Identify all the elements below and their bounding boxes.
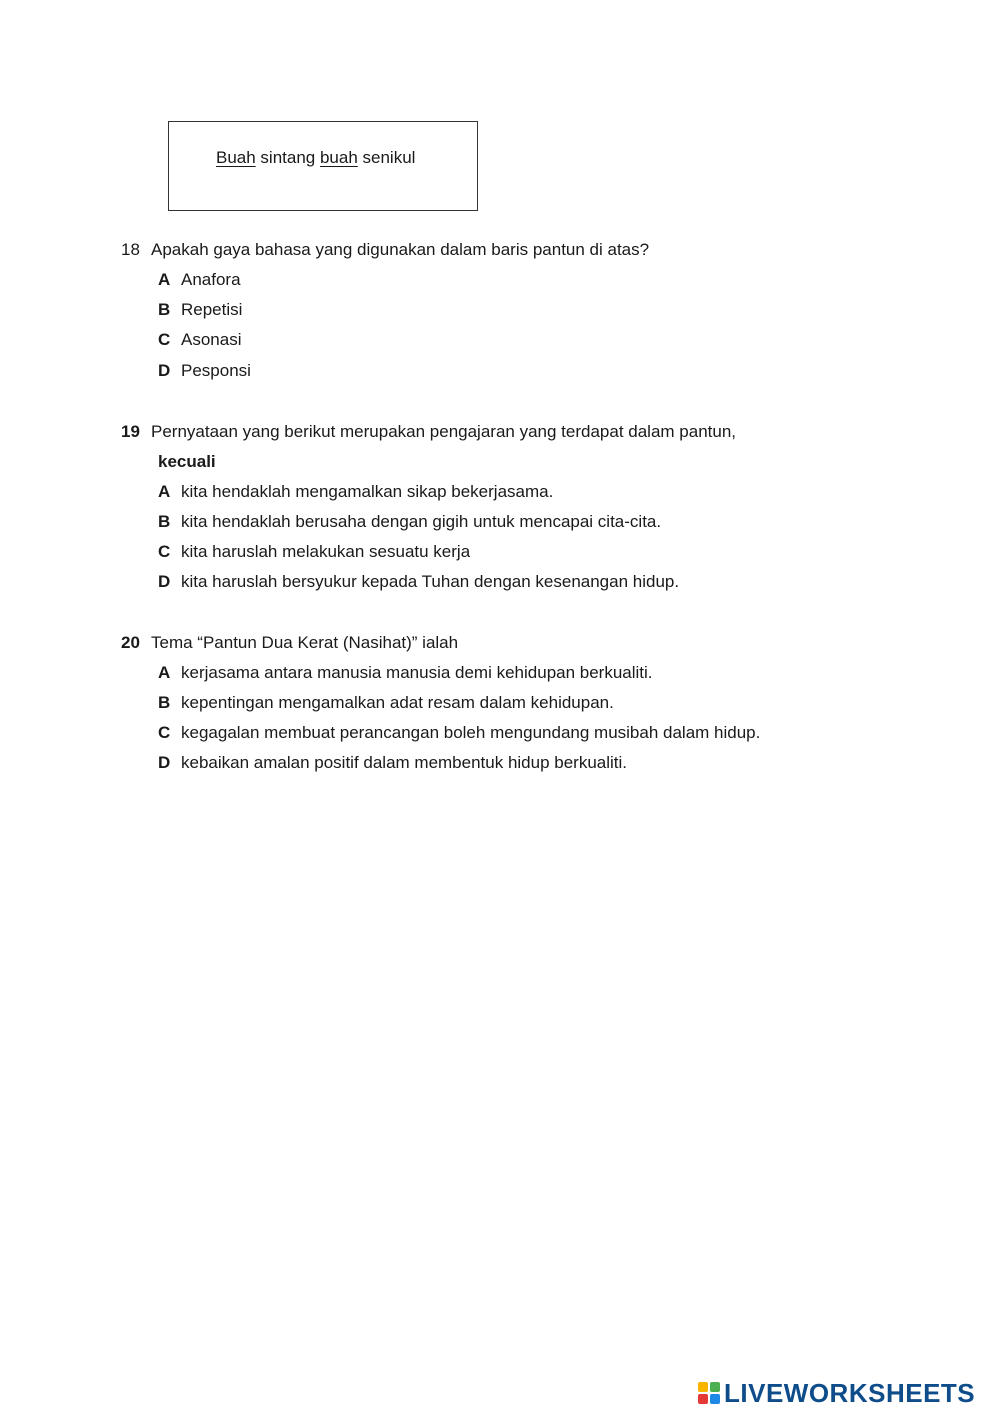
- option-text: Anafora: [181, 270, 241, 289]
- pantun-line: [216, 148, 415, 168]
- logo-text: LIVEWORKSHEETS: [724, 1377, 976, 1408]
- option-letter: C: [158, 723, 171, 742]
- pantun-box: [168, 121, 478, 211]
- question-number: 20: [121, 633, 140, 652]
- underlined-word: buah: [319, 148, 358, 167]
- question-text: Pernyataan yang berikut merupakan pengajaran yang terdapat dalam pantun,: [151, 422, 737, 441]
- option-letter: A: [158, 482, 171, 501]
- option-18-d[interactable]: [158, 361, 251, 381]
- option-20-d[interactable]: [158, 753, 627, 773]
- question-20: [121, 633, 458, 653]
- option-letter: A: [158, 663, 171, 682]
- option-18-b[interactable]: [158, 300, 242, 320]
- liveworksheets-logo[interactable]: [698, 1378, 975, 1408]
- pantun-word: senikul: [357, 148, 416, 167]
- logo-square: [710, 1382, 720, 1392]
- question-qualifier: kecuali: [158, 452, 216, 471]
- pantun-word: sintang: [255, 148, 320, 167]
- option-letter: D: [158, 361, 171, 380]
- liveworksheets-logo-icon: [698, 1382, 720, 1404]
- option-18-c[interactable]: [158, 330, 241, 350]
- logo-square: [710, 1394, 720, 1404]
- option-20-b[interactable]: [158, 693, 614, 713]
- question-text: Tema “Pantun Dua Kerat (Nasihat)” ialah: [151, 633, 459, 652]
- option-letter: D: [158, 572, 171, 591]
- option-text: kebaikan amalan positif dalam membentuk hidup berkualiti.: [181, 753, 628, 772]
- question-number: 19: [121, 422, 140, 441]
- option-19-d[interactable]: [158, 572, 679, 592]
- option-letter: C: [158, 542, 171, 561]
- question-19: [121, 422, 736, 442]
- option-text: kegagalan membuat perancangan boleh mengundang musibah dalam hidup.: [181, 723, 761, 742]
- option-19-c[interactable]: [158, 542, 470, 562]
- question-text: Apakah gaya bahasa yang digunakan dalam baris pantun di atas?: [151, 240, 650, 259]
- logo-square: [698, 1394, 708, 1404]
- option-text: kita hendaklah mengamalkan sikap bekerjasama.: [181, 482, 554, 501]
- question-number: 18: [121, 240, 140, 259]
- option-text: Asonasi: [181, 330, 242, 349]
- option-letter: A: [158, 270, 171, 289]
- option-19-a[interactable]: [158, 482, 553, 502]
- option-text: kepentingan mengamalkan adat resam dalam kehidupan.: [181, 693, 614, 712]
- option-letter: D: [158, 753, 171, 772]
- option-text: kita hendaklah berusaha dengan gigih untuk mencapai cita-cita.: [181, 512, 662, 531]
- option-letter: B: [158, 300, 171, 319]
- option-20-c[interactable]: [158, 723, 760, 743]
- option-text: kerjasama antara manusia manusia demi kehidupan berkualiti.: [181, 663, 653, 682]
- option-text: kita haruslah melakukan sesuatu kerja: [181, 542, 471, 561]
- option-text: Repetisi: [181, 300, 243, 319]
- option-text: kita haruslah bersyukur kepada Tuhan dengan kesenangan hidup.: [181, 572, 680, 591]
- question-18: [121, 240, 649, 260]
- option-20-a[interactable]: [158, 663, 653, 683]
- option-letter: C: [158, 330, 171, 349]
- logo-square: [698, 1382, 708, 1392]
- underlined-word: Buah: [216, 148, 256, 167]
- option-18-a[interactable]: [158, 270, 241, 290]
- option-text: Pesponsi: [181, 361, 251, 380]
- option-19-b[interactable]: [158, 512, 661, 532]
- option-letter: B: [158, 693, 171, 712]
- option-letter: B: [158, 512, 171, 531]
